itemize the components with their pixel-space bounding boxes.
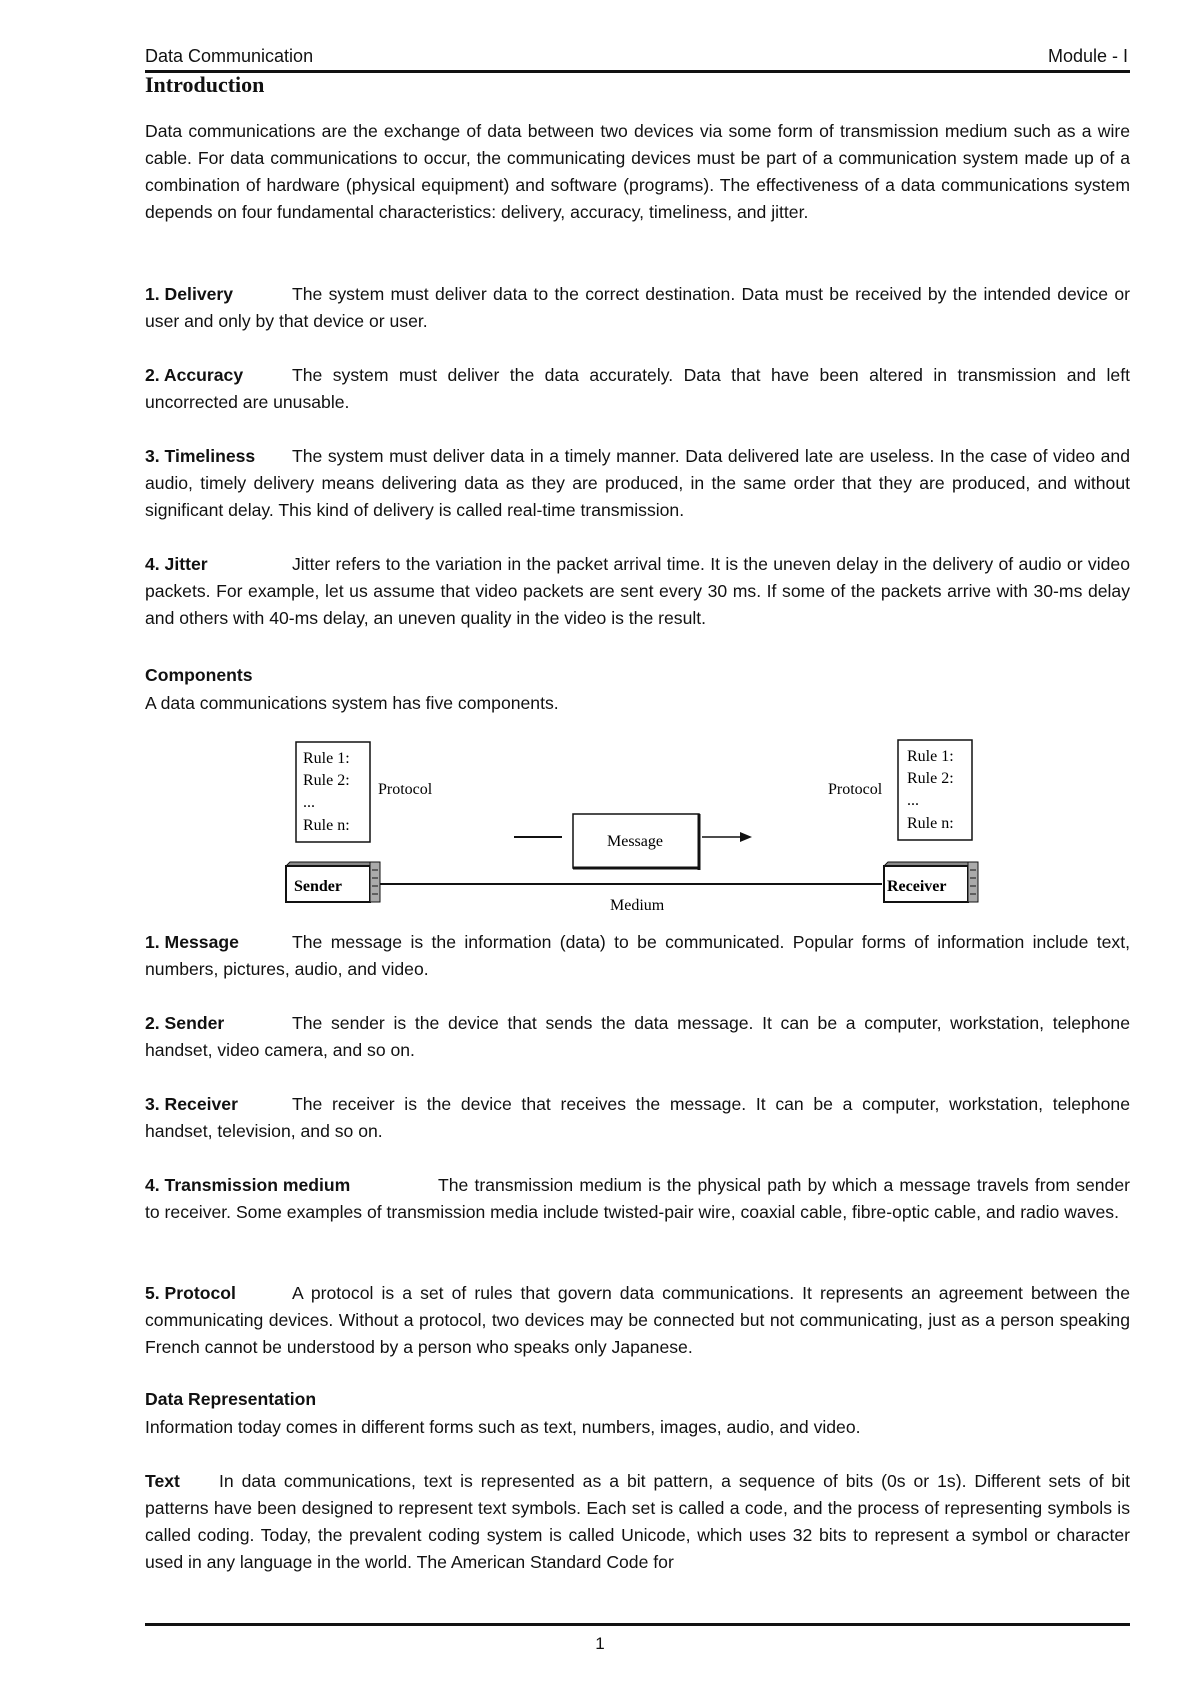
- section-title: Introduction: [145, 72, 265, 97]
- components-intro: A data communications system has five components.: [145, 693, 559, 713]
- receiver-rule-ellipsis: ...: [907, 792, 919, 809]
- component-text: The message is the information (data) to be communicated. Popular forms of information include text, numbers, pictures, audio, and video.: [145, 932, 1130, 979]
- medium-label: Medium: [610, 897, 665, 914]
- protocol-label-left: Protocol: [378, 781, 433, 798]
- characteristic-text: The system must deliver the data accurately. Data that have been altered in transmission and left uncorrected are unusable.: [145, 365, 1130, 412]
- header-module: Module - I: [1047, 46, 1128, 66]
- sender-device: [286, 862, 380, 902]
- characteristic-accuracy: [145, 362, 1130, 416]
- message-label: Message: [607, 833, 663, 850]
- component-term: 5. Protocol: [145, 1283, 236, 1303]
- characteristic-text: The system must deliver data to the correct destination. Data must be received by the intended device or user and only by that device or user.: [145, 284, 1130, 331]
- intro-paragraph: Data communications are the exchange of data between two devices via some form of transmission medium such as a wire cable. For data communications to occur, the communicating devices must be part of a communication system made up of a combination of hardware (physical equipment) and software (programs). The effectiveness of a data communications system depends on four fundamental characteristics: delivery, accuracy, timeliness, and jitter.: [145, 121, 1130, 222]
- characteristic-text: The system must deliver data in a timely manner. Data delivered late are useless. In the case of video and audio, timely delivery means delivering data as they are produced, in the same order that they are produced, and without significant delay. This kind of delivery is called real-time transmission.: [145, 446, 1130, 520]
- component-message: [145, 929, 1130, 983]
- characteristic-term: 1. Delivery: [145, 284, 234, 304]
- sender-rule-2: Rule 2:: [303, 772, 350, 789]
- representation-intro: Information today comes in different forms such as text, numbers, images, audio, and video.: [145, 1417, 861, 1437]
- representation-text-paragraph: [145, 1468, 1130, 1576]
- component-text: The sender is the device that sends the data message. It can be a computer, workstation, telephone handset, video camera, and so on.: [145, 1013, 1130, 1060]
- component-term: 1. Message: [145, 932, 239, 952]
- component-protocol: [145, 1280, 1130, 1361]
- page-header: [145, 46, 1130, 73]
- page-number: 1: [595, 1634, 605, 1653]
- footer-rule: [145, 1623, 1130, 1626]
- components-heading: Components: [145, 665, 253, 685]
- component-text: The receiver is the device that receives the message. It can be a computer, workstation, telephone handset, television, and so on.: [145, 1094, 1130, 1141]
- component-text: The transmission medium is the physical path by which a message travels from sender to receiver. Some examples of transmission media include twisted-pair wire, coaxial cable, fibre-optic cable, and radio waves.: [145, 1175, 1130, 1222]
- sender-rule-ellipsis: ...: [303, 794, 315, 811]
- component-receiver: [145, 1091, 1130, 1145]
- characteristic-term: 3. Timeliness: [145, 446, 256, 466]
- sender-rule-1: Rule 1:: [303, 750, 350, 767]
- receiver-rule-n: Rule n:: [907, 815, 954, 832]
- header-course-title: Data Communication: [145, 46, 314, 66]
- component-term: 4. Transmission medium: [145, 1175, 351, 1195]
- receiver-rule-1: Rule 1:: [907, 748, 954, 765]
- sender-rule-n: Rule n:: [303, 817, 350, 834]
- characteristic-term: 2. Accuracy: [145, 365, 244, 385]
- message-arrow-head: [740, 832, 752, 842]
- component-term: 3. Receiver: [145, 1094, 238, 1114]
- characteristic-text: Jitter refers to the variation in the packet arrival time. It is the uneven delay in the delivery of audio or video packets. For example, let us assume that video packets are sent every 30 ms. If some of the packets arrive with 30-ms delay and others with 40-ms delay, an uneven quality in the video is the result.: [145, 554, 1130, 628]
- characteristic-timeliness: [145, 443, 1130, 524]
- component-term: 2. Sender: [145, 1013, 225, 1033]
- communication-diagram: [270, 730, 1000, 920]
- receiver-label: Receiver: [887, 878, 947, 895]
- component-transmission-medium: [145, 1172, 1130, 1226]
- representation-text-body: In data communications, text is represented as a bit pattern, a sequence of bits (0s or 1s). Different sets of bit patterns have been designed to represent text symbols. Each set is called a code, and the process of representing symbols is called coding. Today, the prevalent coding system is called Unicode, which uses 32 bits to represent a symbol or character used in any language in the world. The American Standard Code for: [145, 1471, 1130, 1572]
- characteristic-jitter: [145, 551, 1130, 632]
- receiver-rule-2: Rule 2:: [907, 770, 954, 787]
- characteristic-delivery: [145, 281, 1130, 335]
- component-text: A protocol is a set of rules that govern data communications. It represents an agreement between the communicating devices. Without a protocol, two devices may be connected but not communicating, just as a person speaking French cannot be understood by a person who speaks only Japanese.: [145, 1283, 1130, 1357]
- representation-heading: Data Representation: [145, 1389, 317, 1409]
- representation-text-term: Text: [145, 1471, 180, 1491]
- sender-label: Sender: [294, 878, 342, 895]
- receiver-device: [884, 862, 978, 902]
- component-sender: [145, 1010, 1130, 1064]
- protocol-label-right: Protocol: [828, 781, 883, 798]
- characteristic-term: 4. Jitter: [145, 554, 208, 574]
